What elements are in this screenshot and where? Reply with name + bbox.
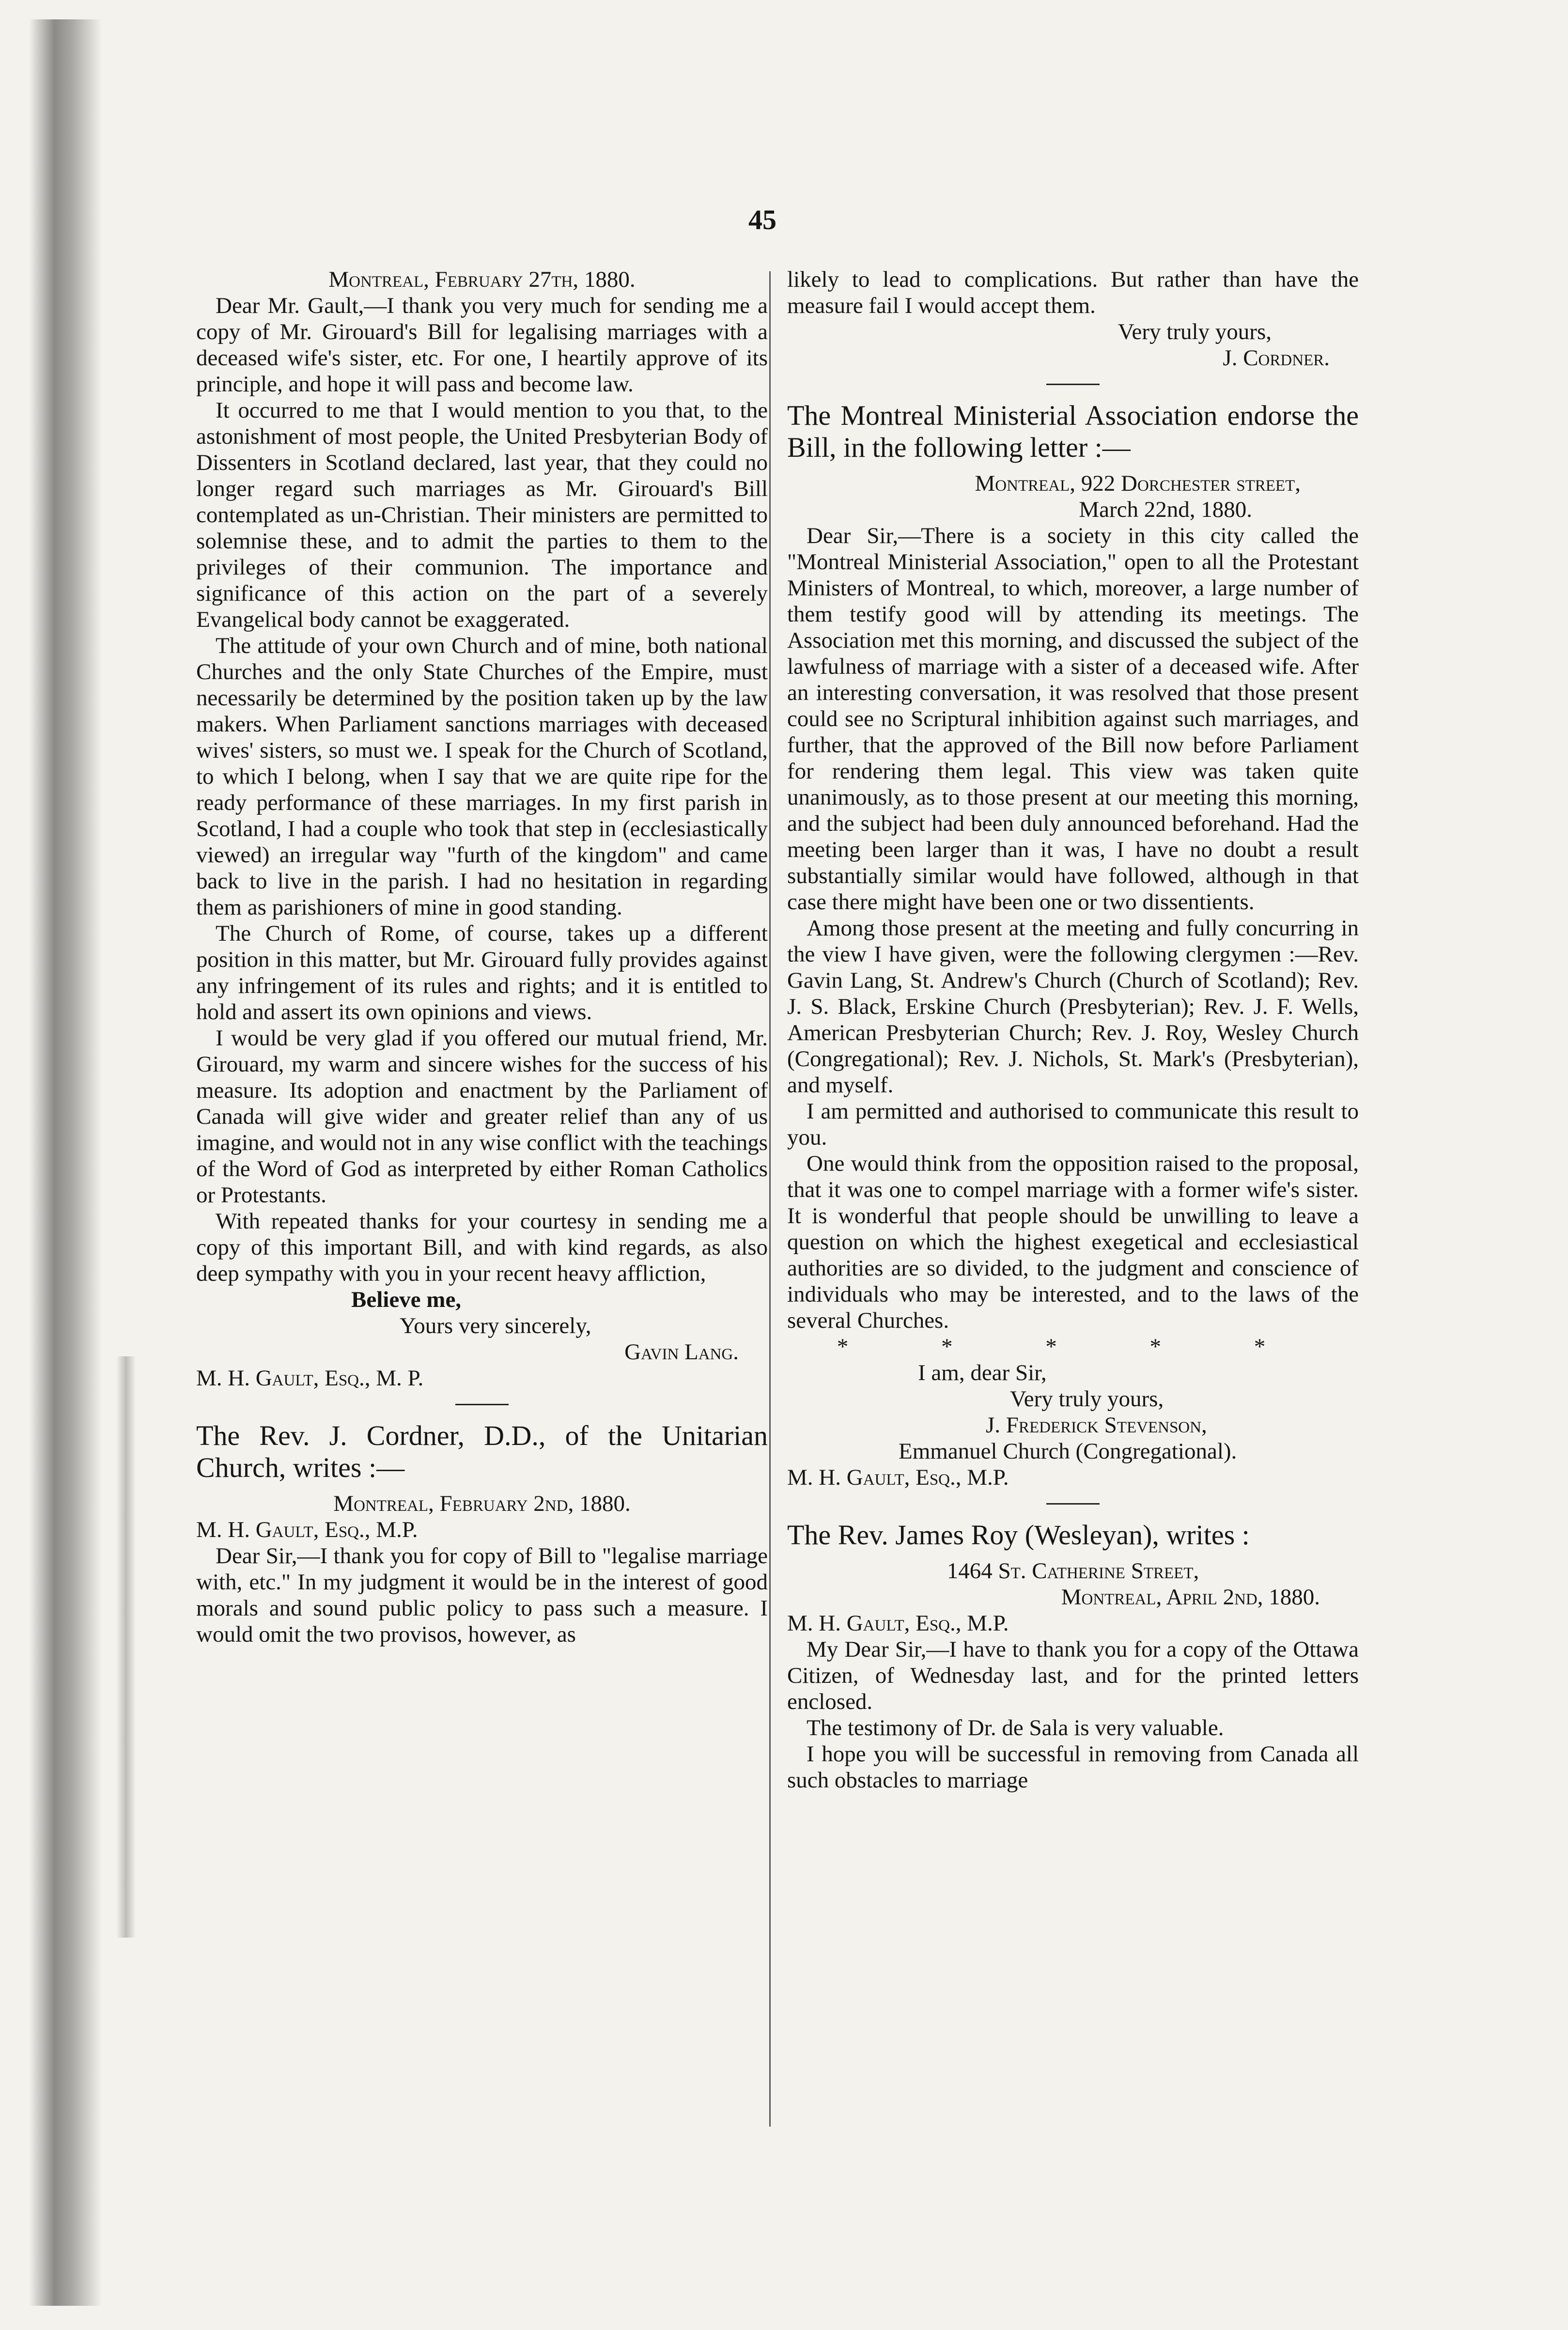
letter1-closing-2: Yours very sincerely, <box>400 1313 591 1338</box>
letter2-paragraph: Dear Sir,—I thank you for copy of Bill to "legalise marriage with, etc." In my judgment it would be in the interest of good morals and sound public policy to pass such a measure. I would omit the two provisos, however, as <box>196 1543 768 1647</box>
letter2-dateline: Montreal, February 2nd, 1880. <box>333 1491 631 1516</box>
letter3-addressee: M. H. Gault, Esq., M.P. <box>787 1465 1009 1490</box>
scan-edge-shadow <box>29 19 102 2306</box>
letter1-paragraph-3: The attitude of your own Church and of mine, both national Churches and the only State Churches of the Empire, must necessarily be determined by the position taken up by the law makers. When Parliament sanctions marriages with deceased wives' sisters, so must we. I speak for the Church of Scotland, to which I belong, when I say that we are quite ripe for the ready performance of these marriages. In my first parish in Scotland, I had a couple who took that step in (ecclesiastically viewed) an irregular way "furth of the kingdom" and came back to live in the parish. I had no hesitation in regarding them as parishioners of mine in good standing. <box>196 633 768 920</box>
letter3-paragraph-1: Dear Sir,—There is a society in this city called the "Montreal Ministerial Association," open to all the Protestant Ministers of Montreal, to which, moreover, a large number of them testify good will by attending its meetings. The Association met this morning, and discussed the subject of the lawfulness of marriage with a sister of a deceased wife. After an interesting conversation, it was resolved that those present could see no Scriptural inhibition against such marriages, and further, that the approved of the Bill now before Parliament for rendering them legal. This view was taken quite unanimously, as to those present at our meeting this morning, and the subject had been duly announced beforehand. Had the meeting been larger than it was, I have no doubt a result substantially similar would have followed, although in that case there might have been one or two dissentients. <box>787 523 1359 915</box>
letter1-signature: Gavin Lang. <box>624 1339 739 1365</box>
letter1-paragraph-4: The Church of Rome, of course, takes up a different position in this matter, but Mr. Girouard fully provides against any infringement of its rules and rights; and it is entitled to hold and assert its own opinions and views. <box>196 921 768 1025</box>
letter1-paragraph-1: Dear Mr. Gault,—I thank you very much for sending me a copy of Mr. Girouard's Bill for legalising marriages with a deceased wife's sister, etc. For one, I heartily approve of its principle, and hope it will pass and become law. <box>196 293 768 397</box>
letter3-paragraph-3: I am permitted and authorised to communicate this result to you. <box>787 1099 1359 1150</box>
letter1-paragraph-2: It occurred to me that I would mention to you that, to the astonishment of most people, the United Presbyterian Body of Dissenters in Scotland declared, last year, that they could no longer regard such marriages as Mr. Girouard's Bill contemplated as un-Christian. Their ministers are permitted to solemnise these, and to admit the parties to them to the privileges of their communion. The importance and significance of this action on the part of a severely Evangelical body cannot be exaggerated. <box>196 398 768 632</box>
letter2-closing: Very truly yours, <box>1118 319 1272 344</box>
letter3-closing-1: I am, dear Sir, <box>918 1360 1047 1385</box>
letter3-closing-2: Very truly yours, <box>1010 1386 1164 1412</box>
letter1-paragraph-5: I would be very glad if you offered our mutual friend, Mr. Girouard, my warm and sincere wishes for the success of his measure. Its adoption and enactment by the Parliament of Canada will give wider and greater relief than any of us imagine, and would not in any wise conflict with the teachings of the Word of God as interpreted by either Roman Catholics or Protestants. <box>196 1025 768 1208</box>
section-rule <box>1046 1503 1100 1505</box>
letter3-dateline-1: Montreal, 922 Dorchester street, <box>975 471 1301 496</box>
letter2-addressee: M. H. Gault, Esq., M.P. <box>196 1517 418 1542</box>
letter3-signature: J. Frederick Stevenson, <box>986 1413 1207 1438</box>
letter4-address: 1464 St. Catherine Street, <box>947 1558 1199 1584</box>
letter4-paragraph-1: My Dear Sir,—I have to thank you for a copy of the Ottawa Citizen, of Wednesday last, and for the printed letters enclosed. <box>787 1637 1359 1714</box>
section-rule <box>455 1404 509 1405</box>
letter1-addressee: M. H. Gault, Esq., M. P. <box>196 1366 424 1391</box>
letter3-paragraph-4: One would think from the opposition raised to the proposal, that it was one to compel marriage with a former wife's sister. It is wonderful that people should be unwilling to leave a question on which the highest exegetical and ecclesiastical authorities are so divided, to the judgment and conscience of individuals who may be interested, and to the laws of the several Churches. <box>787 1151 1359 1333</box>
letter1-dateline: Montreal, February 27th, 1880. <box>328 267 636 292</box>
scan-edge-streak <box>116 1356 136 1938</box>
letter1-closing-1: Believe me, <box>351 1287 462 1312</box>
letter4-heading: The Rev. James Roy (Wesleyan), writes : <box>787 1519 1250 1551</box>
letter4-paragraph-3: I hope you will be successful in removing from Canada all such obstacles to marriage <box>787 1741 1359 1793</box>
letter3-dateline-2: March 22nd, 1880. <box>1079 497 1252 522</box>
letter3-heading: The Montreal Ministerial Association endorse the Bill, in the following letter :— <box>787 400 1359 463</box>
section-rule <box>1046 384 1100 385</box>
right-column <box>787 266 1359 1793</box>
letter1-paragraph-6: With repeated thanks for your courtesy in sending me a copy of this important Bill, and with kind regards, as also deep sympathy with you in your recent heavy affliction, <box>196 1209 768 1286</box>
left-column <box>196 266 768 1647</box>
letter3-stars: * * * * * <box>837 1334 1309 1359</box>
letter2-continued-paragraph: likely to lead to complications. But rather than have the measure fail I would accept them. <box>787 267 1359 318</box>
page-number: 45 <box>748 204 776 235</box>
letter2-heading: The Rev. J. Cordner, D.D., of the Unitarian Church, writes :— <box>196 1420 768 1483</box>
column-divider <box>769 271 771 2127</box>
letter4-dateline: Montreal, April 2nd, 1880. <box>1061 1584 1320 1610</box>
letter4-addressee: M. H. Gault, Esq., M.P. <box>787 1611 1009 1636</box>
letter3-church: Emmanuel Church (Congregational). <box>899 1439 1237 1464</box>
letter4-paragraph-2: The testimony of Dr. de Sala is very valuable. <box>807 1715 1224 1740</box>
letter2-signature: J. Cordner. <box>1223 345 1330 371</box>
letter3-paragraph-2: Among those present at the meeting and fully concurring in the view I have given, were the following clergymen :—Rev. Gavin Lang, St. Andrew's Church (Church of Scotland); Rev. J. S. Black, Erskine Church (Presbyterian); Rev. J. F. Wells, American Presbyterian Church; Rev. J. Roy, Wesley Church (Congregational); Rev. J. Nichols, St. Mark's (Presbyterian), and myself. <box>787 916 1359 1098</box>
